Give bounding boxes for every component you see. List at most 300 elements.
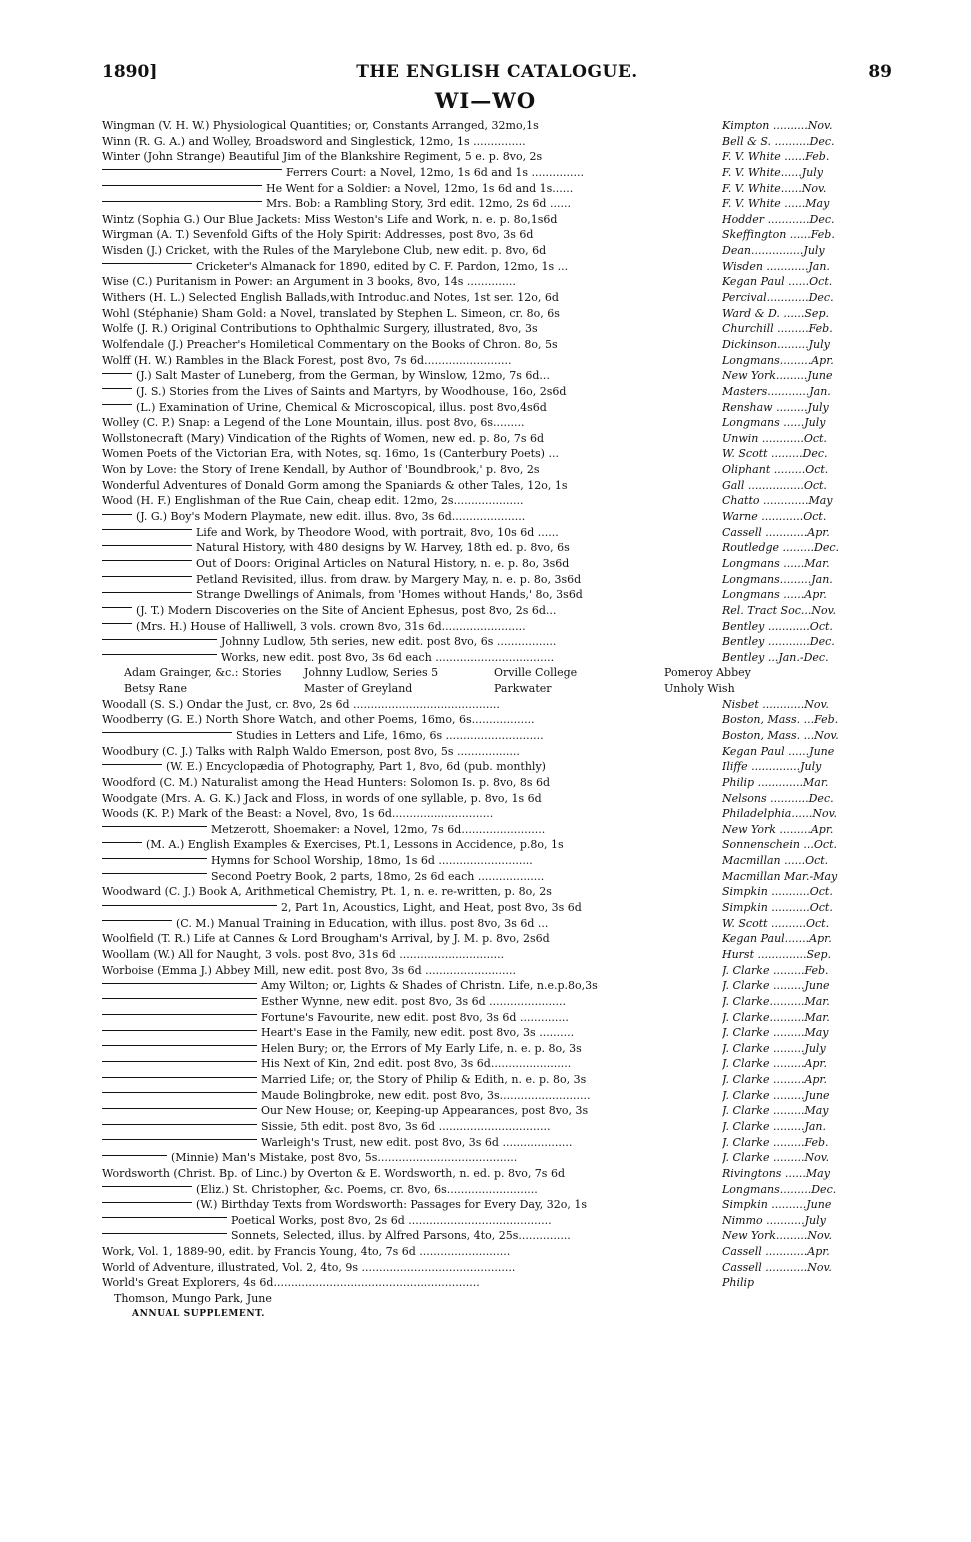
- entry-description: [102, 931, 722, 947]
- catalogue-entry: [102, 1025, 892, 1041]
- entry-description: [102, 400, 722, 416]
- entry-text: 2, Part 1n, Acoustics, Light, and Heat, post 8vo, 3s 6d: [281, 901, 582, 915]
- catalogue-entry: [102, 227, 892, 243]
- entry-description: [102, 556, 722, 572]
- entry-description: [102, 837, 722, 853]
- entry-publisher-month: Kegan Paul.......Apr.: [722, 932, 832, 946]
- entry-text: Winter (John Strange) Beautiful Jim of the Blankshire Regiment, 5 e. p. 8vo, 2s: [102, 150, 543, 164]
- page-header: [102, 62, 892, 84]
- catalogue-entry: [102, 431, 892, 447]
- catalogue-entry: [102, 478, 892, 494]
- entry-publisher-month: Hodder ............Dec.: [722, 212, 835, 226]
- ditto-rule: [102, 545, 192, 546]
- supplement-line: Thomson, Mungo Park, June: [114, 1292, 272, 1306]
- entry-publisher-month: Philip .............Mar.: [722, 775, 829, 789]
- entry-text: Our New House; or, Keeping-up Appearances, post 8vo, 3s: [261, 1104, 589, 1118]
- entry-text: (Minnie) Man's Mistake, post 8vo, 5s........................................: [171, 1151, 518, 1165]
- ditto-rule: [102, 1233, 227, 1234]
- ditto-rule: [102, 920, 172, 921]
- entry-publisher-month: Bentley ............Oct.: [722, 619, 833, 633]
- entry-description: [102, 118, 722, 134]
- entry-description: [102, 1025, 722, 1041]
- entry-description: [102, 1244, 722, 1260]
- entry-description: [102, 869, 722, 885]
- entry-description: [102, 978, 722, 994]
- entry-publisher-month: J. Clarke .........Apr.: [722, 1057, 827, 1071]
- ditto-rule: [102, 998, 257, 999]
- entry-description: [102, 134, 722, 150]
- entry-publisher-month: J. Clarke .........July: [722, 1041, 826, 1055]
- entry-publisher-month: Simpkin ...........Oct.: [722, 885, 833, 899]
- entry-description: [102, 321, 722, 337]
- entry-publisher-month: Longmans ......July: [722, 416, 826, 430]
- entry-description: [102, 446, 722, 462]
- header-page-number: 89: [868, 62, 892, 82]
- works-list-title: Parkwater: [494, 682, 552, 696]
- catalogue-entry: [102, 1103, 892, 1119]
- entry-text: Sissie, 5th edit. post 8vo, 3s 6d ................................: [261, 1120, 551, 1133]
- entry-text: Works, new edit. post 8vo, 3s 6d each ..................................: [221, 650, 555, 664]
- entry-publisher-month: F. V. White......July: [722, 165, 823, 179]
- entry-text: (W. E.) Encyclopædia of Photography, Part 1, 8vo, 6d (pub. monthly): [166, 760, 546, 774]
- ditto-rule: [102, 560, 192, 561]
- entry-publisher-month: New York .........Apr.: [722, 822, 834, 836]
- ditto-rule: [102, 1030, 257, 1031]
- ditto-rule: [102, 404, 132, 405]
- ditto-rule: [102, 514, 132, 515]
- catalogue-entry: [102, 806, 892, 822]
- ditto-rule: [102, 1217, 227, 1218]
- entry-description: [102, 853, 722, 869]
- entry-description: [102, 634, 722, 650]
- entry-text: Woodgate (Mrs. A. G. K.) Jack and Floss, in words of one syllable, p. 8vo, 1s 6d: [102, 791, 542, 805]
- catalogue-entry: [102, 134, 892, 150]
- catalogue-entry: [102, 290, 892, 306]
- entry-description: [102, 149, 722, 165]
- entry-description: [102, 493, 722, 509]
- entry-description: [102, 1056, 722, 1072]
- ditto-rule: [102, 169, 282, 170]
- entry-publisher-month: J. Clarke..........Mar.: [722, 1010, 830, 1024]
- catalogue-entry: [102, 1166, 892, 1182]
- entry-publisher-month: Dickinson.........July: [722, 337, 830, 351]
- entry-text: Woodberry (G. E.) North Shore Watch, and other Poems, 16mo, 6s..................: [102, 713, 535, 727]
- entry-publisher-month: Unwin ............Oct.: [722, 431, 827, 445]
- catalogue-entry: [102, 978, 892, 994]
- entry-publisher-month: Longmans ......Mar.: [722, 556, 830, 570]
- catalogue-entry: [102, 540, 892, 556]
- catalogue-entry: [102, 587, 892, 603]
- entry-text: (L.) Examination of Urine, Chemical & Microscopical, illus. post 8vo,4s6d: [136, 400, 547, 414]
- entry-text: Woodbury (C. J.) Talks with Ralph Waldo Emerson, post 8vo, 5s ..................: [102, 744, 520, 758]
- entry-description: [102, 963, 722, 979]
- entry-description: [102, 822, 722, 838]
- entry-publisher-month: Boston, Mass. ...Feb.: [722, 713, 839, 727]
- catalogue-entry: [102, 947, 892, 963]
- catalogue-entry: [102, 759, 892, 775]
- entry-publisher-month: Hurst ..............Sep.: [722, 947, 832, 961]
- entry-publisher-month: Sonnenschein ...Oct.: [722, 838, 838, 852]
- catalogue-entry: [102, 1041, 892, 1057]
- entry-description: [102, 587, 722, 603]
- entry-publisher-month: Nisbet ............Nov.: [722, 697, 829, 711]
- catalogue-entry: [102, 274, 892, 290]
- entry-description: [102, 337, 722, 353]
- entry-text: (Eliz.) St. Christopher, &c. Poems, cr. 8vo, 6s..........................: [196, 1182, 538, 1196]
- entry-text: Helen Bury; or, the Errors of My Early Life, n. e. p. 8o, 3s: [261, 1041, 582, 1055]
- entry-description: [102, 947, 722, 963]
- entry-description: [102, 1088, 722, 1104]
- entry-text: Won by Love: the Story of Irene Kendall, by Author of 'Boundbrook,' p. 8vo, 2s: [102, 463, 540, 477]
- catalogue-entry: [102, 900, 892, 916]
- entry-text: Withers (H. L.) Selected English Ballads,with Introduc.and Notes, 1st ser. 12o, 6d: [102, 291, 559, 305]
- entry-publisher-month: Rel. Tract Soc...Nov.: [722, 603, 836, 617]
- ditto-rule: [102, 1014, 257, 1015]
- catalogue-entry: [102, 1182, 892, 1198]
- catalogue-entry: [102, 869, 892, 885]
- entry-description: [102, 1228, 722, 1244]
- entry-description: [102, 806, 722, 822]
- entry-text: Wolff (H. W.) Rambles in the Black Forest, post 8vo, 7s 6d.........................: [102, 353, 512, 367]
- works-list-title: Johnny Ludlow, Series 5: [304, 666, 439, 680]
- entry-description: [102, 1182, 722, 1198]
- catalogue-entry: [102, 822, 892, 838]
- ditto-rule: [102, 263, 192, 264]
- entry-description: [102, 196, 722, 212]
- entry-publisher-month: J. Clarke .........Feb.: [722, 963, 829, 977]
- entry-publisher-month: Wisden ............Jan.: [722, 259, 830, 273]
- entry-description: [102, 603, 722, 619]
- catalogue-entry: [102, 493, 892, 509]
- entry-description: [102, 744, 722, 760]
- entry-publisher-month: Simpkin ...........Oct.: [722, 901, 833, 915]
- entry-description: [102, 728, 722, 744]
- entry-description: [102, 775, 722, 791]
- entry-description: [102, 1119, 722, 1135]
- catalogue-entry: [102, 259, 892, 275]
- entry-text: Wisden (J.) Cricket, with the Rules of the Marylebone Club, new edit. p. 8vo, 6d: [102, 244, 547, 258]
- entry-publisher-month: Gall ................Oct.: [722, 478, 827, 492]
- entry-publisher-month: Kegan Paul ......June: [722, 744, 835, 758]
- entry-text: Poetical Works, post 8vo, 2s 6d .........................................: [231, 1213, 552, 1227]
- entry-publisher-month: J. Clarke .........May: [722, 1026, 829, 1040]
- works-list-row: [102, 665, 892, 681]
- catalogue-entry: [102, 853, 892, 869]
- ditto-rule: [102, 1061, 257, 1062]
- entry-text: Cricketer's Almanack for 1890, edited by C. F. Pardon, 12mo, 1s ...: [196, 259, 569, 273]
- entry-description: [102, 274, 722, 290]
- catalogue-entry: [102, 149, 892, 165]
- entry-description: [102, 462, 722, 478]
- entry-text: Sonnets, Selected, illus. by Alfred Parsons, 4to, 25s...............: [231, 1229, 571, 1243]
- catalogue-entry: [102, 165, 892, 181]
- catalogue-entry: [102, 321, 892, 337]
- entry-description: [102, 1166, 722, 1182]
- entry-publisher-month: Macmillan ......Oct.: [722, 854, 829, 868]
- entry-description: [102, 1150, 722, 1166]
- entry-description: [102, 884, 722, 900]
- works-list-title: Betsy Rane: [124, 682, 188, 696]
- entry-publisher-month: Philip: [722, 1276, 755, 1290]
- catalogue-entry: [102, 1244, 892, 1260]
- entry-description: [102, 916, 722, 932]
- entry-text: Fortune's Favourite, new edit. post 8vo, 3s 6d ..............: [261, 1010, 569, 1024]
- entry-description: [102, 509, 722, 525]
- entry-text: Woods (K. P.) Mark of the Beast: a Novel, 8vo, 1s 6d.............................: [102, 807, 494, 821]
- entry-description: [102, 650, 722, 666]
- catalogue-entry: [102, 916, 892, 932]
- entry-publisher-month: Warne ............Oct.: [722, 510, 827, 524]
- catalogue-entry: [102, 994, 892, 1010]
- entry-description: [102, 1213, 722, 1229]
- catalogue-entry: [102, 1010, 892, 1026]
- ditto-rule: [102, 654, 217, 655]
- entry-publisher-month: F. V. White......Nov.: [722, 181, 827, 195]
- catalogue-entry: [102, 446, 892, 462]
- entry-text: Wolfe (J. R.) Original Contributions to Ophthalmic Surgery, illustrated, 8vo, 3s: [102, 322, 538, 336]
- entry-text: (J. S.) Stories from the Lives of Saints and Martyrs, by Woodhouse, 16o, 2s6d: [136, 384, 567, 398]
- catalogue-entry: [102, 572, 892, 588]
- entry-description: [102, 478, 722, 494]
- entry-text: (J. T.) Modern Discoveries on the Site of Ancient Ephesus, post 8vo, 2s 6d...: [136, 603, 557, 617]
- entry-publisher-month: Dean...............July: [722, 244, 825, 258]
- entry-text: Wohl (Stéphanie) Sham Gold: a Novel, translated by Stephen L. Simeon, cr. 8o, 6s: [102, 306, 560, 320]
- entry-publisher-month: Macmillan Mar.-May: [722, 869, 838, 883]
- entry-publisher-month: J. Clarke .........Feb.: [722, 1135, 829, 1149]
- entry-description: [102, 572, 722, 588]
- entry-text: Woolfield (T. R.) Life at Cannes & Lord Brougham's Arrival, by J. M. p. 8vo, 2s6d: [102, 932, 550, 946]
- entry-publisher-month: Chatto .............May: [722, 494, 833, 508]
- entry-publisher-month: Routledge .........Dec.: [722, 541, 839, 555]
- catalogue-entry: [102, 1228, 892, 1244]
- entry-text: Wingman (V. H. W.) Physiological Quantities; or, Constants Arranged, 32mo,1s: [102, 119, 539, 132]
- entry-description: [102, 1072, 722, 1088]
- entry-text: Work, Vol. 1, 1889-90, edit. by Francis Young, 4to, 7s 6d ..........................: [102, 1245, 511, 1259]
- catalogue-entry: [102, 837, 892, 853]
- entry-text: (C. M.) Manual Training in Education, with illus. post 8vo, 3s 6d ...: [176, 916, 549, 930]
- header-title: THE ENGLISH CATALOGUE.: [356, 62, 638, 82]
- catalogue-entry: [102, 619, 892, 635]
- catalogue-entry: [102, 775, 892, 791]
- catalogue-entry: [102, 306, 892, 322]
- entry-description: [102, 306, 722, 322]
- entry-text: (W.) Birthday Texts from Wordsworth: Passages for Every Day, 32o, 1s: [196, 1198, 587, 1212]
- entry-publisher-month: Churchill .........Feb.: [722, 322, 833, 336]
- catalogue-entry: [102, 1119, 892, 1135]
- ditto-rule: [102, 1108, 257, 1109]
- entry-text: Wood (H. F.) Englishman of the Rue Cain, cheap edit. 12mo, 2s....................: [102, 494, 524, 508]
- entry-text: His Next of Kin, 2nd edit. post 8vo, 3s 6d.......................: [261, 1057, 572, 1071]
- entry-description: [102, 1275, 722, 1291]
- works-list-title: Orville College: [494, 666, 578, 680]
- entry-publisher-month: Skeffington ......Feb.: [722, 228, 835, 242]
- entry-publisher-month: Cassell ............Nov.: [722, 1260, 832, 1274]
- ditto-rule: [102, 905, 277, 906]
- catalogue-entry: [102, 791, 892, 807]
- entry-publisher-month: J. Clarke..........Mar.: [722, 994, 830, 1008]
- entry-description: [102, 697, 722, 713]
- entry-text: Wordsworth (Christ. Bp. of Linc.) by Overton & E. Wordsworth, n. ed. p. 8vo, 7s 6d: [102, 1166, 565, 1180]
- entry-description: [102, 712, 722, 728]
- catalogue-entry: [102, 697, 892, 713]
- entry-text: (J. G.) Boy's Modern Playmate, new edit. illus. 8vo, 3s 6d.....................: [136, 510, 526, 524]
- works-list-title: Unholy Wish: [664, 682, 735, 696]
- entry-description: [102, 415, 722, 431]
- entry-description: [102, 243, 722, 259]
- entry-publisher-month: Renshaw .........July: [722, 400, 829, 414]
- works-list-title: Master of Greyland: [304, 682, 413, 696]
- entry-text: Ferrers Court: a Novel, 12mo, 1s 6d and 1s ...............: [286, 165, 584, 179]
- catalogue-entry: [102, 1275, 892, 1291]
- catalogue-entry: [102, 509, 892, 525]
- entry-description: [102, 212, 722, 228]
- entry-publisher-month: J. Clarke .........May: [722, 1104, 829, 1118]
- entry-publisher-month: Bentley ............Dec.: [722, 635, 835, 649]
- catalogue-entries: [102, 118, 892, 1322]
- entry-description: [102, 900, 722, 916]
- entry-description: [102, 1197, 722, 1213]
- entry-description: [102, 525, 722, 541]
- ditto-rule: [102, 842, 142, 843]
- ditto-rule: [102, 388, 132, 389]
- entry-publisher-month: Ward & D. ......Sep.: [722, 306, 829, 320]
- entry-publisher-month: Masters............Jan.: [722, 384, 831, 398]
- entry-text: Studies in Letters and Life, 16mo, 6s ............................: [236, 728, 544, 742]
- ditto-rule: [102, 1124, 257, 1125]
- catalogue-entry: [102, 1135, 892, 1151]
- entry-publisher-month: J. Clarke .........Apr.: [722, 1073, 827, 1087]
- entry-publisher-month: Bell & S. ..........Dec.: [722, 134, 835, 148]
- entry-text: Worboise (Emma J.) Abbey Mill, new edit. post 8vo, 3s 6d ..........................: [102, 963, 517, 977]
- ditto-rule: [102, 607, 132, 608]
- catalogue-entry: [102, 744, 892, 760]
- entry-description: [102, 1010, 722, 1026]
- entry-text: Wintz (Sophia G.) Our Blue Jackets: Miss Weston's Life and Work, n. e. p. 8o,1s6d: [102, 212, 558, 226]
- entry-text: (Mrs. H.) House of Halliwell, 3 vols. crown 8vo, 31s 6d........................: [136, 619, 526, 633]
- entry-description: [102, 1103, 722, 1119]
- entry-publisher-month: Kimpton ..........Nov.: [722, 119, 833, 132]
- ditto-rule: [102, 185, 262, 186]
- entry-text: Life and Work, by Theodore Wood, with portrait, 8vo, 10s 6d ......: [196, 525, 559, 539]
- entry-publisher-month: Longmans ......Apr.: [722, 588, 827, 602]
- entry-publisher-month: Bentley ...Jan.-Dec.: [722, 650, 829, 664]
- entry-description: [102, 791, 722, 807]
- catalogue-entry: [102, 1088, 892, 1104]
- catalogue-entry: [102, 1197, 892, 1213]
- entry-publisher-month: Longmans.........Dec.: [722, 1182, 837, 1196]
- catalogue-entry: [102, 368, 892, 384]
- entry-publisher-month: Oliphant .........Oct.: [722, 463, 829, 477]
- entry-text: (M. A.) English Examples & Exercises, Pt.1, Lessons in Accidence, p.8o, 1s: [146, 838, 564, 852]
- catalogue-entry: [102, 931, 892, 947]
- entry-publisher-month: Rivingtons ......May: [722, 1166, 830, 1180]
- entry-description: [102, 1135, 722, 1151]
- entry-publisher-month: W. Scott .........Dec.: [722, 447, 828, 461]
- entry-publisher-month: F. V. White ......Feb.: [722, 150, 830, 164]
- ditto-rule: [102, 1202, 192, 1203]
- entry-text: Wolfendale (J.) Preacher's Homiletical Commentary on the Books of Chron. 8o, 5s: [102, 337, 558, 351]
- catalogue-entry: [102, 1260, 892, 1276]
- catalogue-entry: [102, 712, 892, 728]
- catalogue-entry: [102, 384, 892, 400]
- ditto-rule: [102, 826, 207, 827]
- entry-text: Woollam (W.) All for Naught, 3 vols. post 8vo, 31s 6d ..............................: [102, 947, 505, 961]
- ditto-rule: [102, 732, 232, 733]
- ditto-rule: [102, 764, 162, 765]
- entry-publisher-month: Longmans.........Jan.: [722, 572, 833, 586]
- entry-text: He Went for a Soldier: a Novel, 12mo, 1s 6d and 1s......: [266, 181, 574, 195]
- entry-publisher-month: W. Scott ..........Oct.: [722, 916, 830, 930]
- entry-publisher-month: Kegan Paul ......Oct.: [722, 275, 833, 289]
- catalogue-entry: [102, 1150, 892, 1166]
- ditto-rule: [102, 623, 132, 624]
- entry-text: Wonderful Adventures of Donald Gorm among the Spaniards & other Tales, 12o, 1s: [102, 478, 568, 492]
- entry-publisher-month: Percival............Dec.: [722, 291, 834, 305]
- entry-text: (J.) Salt Master of Luneberg, from the German, by Winslow, 12mo, 7s 6d...: [136, 369, 550, 383]
- entry-text: Warleigh's Trust, new edit. post 8vo, 3s 6d ....................: [261, 1135, 573, 1149]
- entry-text: Metzerott, Shoemaker: a Novel, 12mo, 7s 6d........................: [211, 822, 546, 836]
- entry-description: [102, 353, 722, 369]
- entry-text: Strange Dwellings of Animals, from 'Homes without Hands,' 8o, 3s6d: [196, 588, 583, 602]
- entry-text: Heart's Ease in the Family, new edit. post 8vo, 3s ..........: [261, 1026, 575, 1040]
- entry-description: [102, 227, 722, 243]
- catalogue-entry: [102, 556, 892, 572]
- entry-publisher-month: Simpkin ..........June: [722, 1198, 832, 1212]
- entry-text: Woodford (C. M.) Naturalist among the Head Hunters: Solomon Is. p. 8vo, 8s 6d: [102, 775, 550, 789]
- entry-text: Woodall (S. S.) Ondar the Just, cr. 8vo, 2s 6d ..........................................: [102, 697, 500, 711]
- entry-publisher-month: New York.........June: [722, 369, 833, 383]
- entry-description: [102, 759, 722, 775]
- entry-publisher-month: J. Clarke .........Nov.: [722, 1151, 830, 1165]
- catalogue-entry: [102, 728, 892, 744]
- entry-text: Wise (C.) Puritanism in Power: an Argument in 3 books, 8vo, 14s ..............: [102, 275, 516, 289]
- entry-text: Second Poetry Book, 2 parts, 18mo, 2s 6d each ...................: [211, 869, 545, 883]
- catalogue-entry: [102, 650, 892, 666]
- entry-description: [102, 290, 722, 306]
- entry-description: [102, 181, 722, 197]
- entry-text: Wollstonecraft (Mary) Vindication of the Rights of Women, new ed. p. 8o, 7s 6d: [102, 431, 545, 445]
- entry-text: World's Great Explorers, 4s 6d...........................................................: [102, 1276, 480, 1290]
- works-list-title: Adam Grainger, &c.: Stories: [124, 666, 282, 680]
- entry-publisher-month: Longmans.........Apr.: [722, 353, 834, 367]
- entry-description: [102, 384, 722, 400]
- catalogue-entry: [102, 884, 892, 900]
- entry-publisher-month: Cassell ............Apr.: [722, 1245, 830, 1259]
- entry-text: Wirgman (A. T.) Sevenfold Gifts of the Holy Spirit: Addresses, post 8vo, 3s 6d: [102, 228, 534, 242]
- entry-publisher-month: Cassell ............Apr.: [722, 525, 830, 539]
- ditto-rule: [102, 873, 207, 874]
- ditto-rule: [102, 1092, 257, 1093]
- entry-publisher-month: Nimmo ...........July: [722, 1213, 826, 1227]
- entry-publisher-month: Philadelphia......Nov.: [722, 807, 837, 821]
- entry-description: [102, 994, 722, 1010]
- entry-text: Winn (R. G. A.) and Wolley, Broadsword and Singlestick, 12mo, 1s ...............: [102, 134, 526, 148]
- catalogue-entry: [102, 462, 892, 478]
- works-list-row: [102, 681, 892, 697]
- ditto-rule: [102, 529, 192, 530]
- entry-publisher-month: New York.........Nov.: [722, 1229, 833, 1243]
- catalogue-entry: [102, 603, 892, 619]
- entry-publisher-month: Nelsons ...........Dec.: [722, 791, 834, 805]
- entry-description: [102, 259, 722, 275]
- ditto-rule: [102, 983, 257, 984]
- catalogue-entry: [102, 353, 892, 369]
- works-list-title: Pomeroy Abbey: [664, 666, 751, 680]
- entry-publisher-month: J. Clarke .........June: [722, 1088, 830, 1102]
- catalogue-entry: [102, 400, 892, 416]
- entry-description: [102, 431, 722, 447]
- catalogue-entry: [102, 1072, 892, 1088]
